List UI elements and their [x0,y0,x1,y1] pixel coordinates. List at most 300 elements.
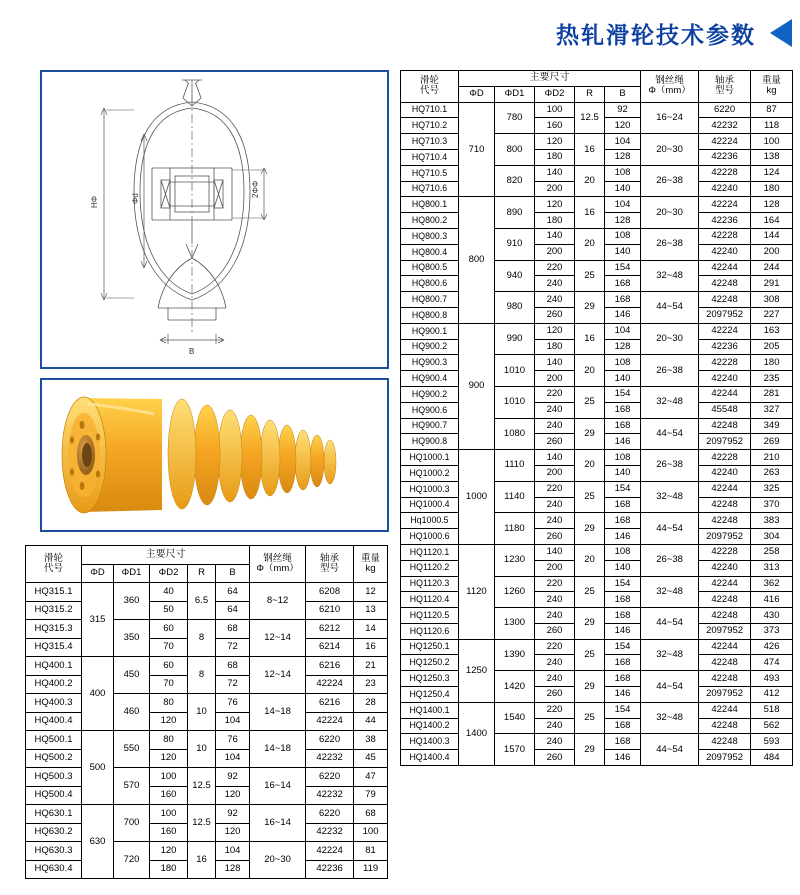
cell-weight: 258 [751,544,793,560]
cell-bearing: 42228 [699,228,751,244]
cell-d2: 120 [150,749,188,768]
header-d: ΦD [459,86,495,102]
table-row [401,323,793,339]
cell-r: 16 [575,134,605,166]
cell-bearing: 42232 [306,786,354,805]
cell-bearing: 2097952 [699,623,751,639]
cell-bearing: 42236 [699,339,751,355]
cell-bearing: 2097952 [699,307,751,323]
cell-rope: 14~18 [250,694,306,731]
cell-bearing: 42232 [306,823,354,842]
cell-code: HQ630.2 [26,823,82,842]
cell-code: HQ900.4 [401,371,459,387]
cell-weight: 313 [751,560,793,576]
cell-d2: 40 [150,583,188,602]
cell-bearing: 42224 [699,134,751,150]
cell-bearing: 42248 [699,276,751,292]
cell-d2: 240 [535,402,575,418]
cell-d2: 120 [150,712,188,731]
cell-b: 168 [605,276,641,292]
cell-d: 500 [82,731,114,805]
cell-r: 10 [188,694,216,731]
cell-d2: 200 [535,371,575,387]
cell-b: 146 [605,529,641,545]
cell-weight: 370 [751,497,793,513]
cell-d: 1120 [459,544,495,639]
cell-bearing: 6220 [306,768,354,787]
cell-d2: 140 [535,355,575,371]
cell-code: HQ1120.5 [401,608,459,624]
cell-r: 25 [575,702,605,734]
cell-code: Hq1000.5 [401,513,459,529]
cell-d1: 800 [495,134,535,166]
cell-rope: 26~38 [641,450,699,482]
cell-bearing: 42236 [699,213,751,229]
cell-b: 168 [605,655,641,671]
cell-b: 168 [605,292,641,308]
cell-d2: 220 [535,639,575,655]
cell-d1: 910 [495,228,535,260]
cell-weight: 474 [751,655,793,671]
cell-d2: 160 [535,118,575,134]
cell-weight: 426 [751,639,793,655]
cell-code: HQ630.3 [26,842,82,861]
spec-table-left [25,545,388,879]
cell-weight: 291 [751,276,793,292]
cell-d2: 220 [535,576,575,592]
cell-r: 8 [188,620,216,657]
cell-d1: 1230 [495,544,535,576]
cell-d2: 60 [150,620,188,639]
dim-label-h: HΦ [90,195,99,208]
cell-d: 315 [82,583,114,657]
cell-d: 400 [82,657,114,731]
cell-b: 168 [605,671,641,687]
cell-weight: 87 [751,102,793,118]
cell-r: 29 [575,513,605,545]
cell-d2: 160 [150,823,188,842]
cell-weight: 180 [751,181,793,197]
cell-r: 20 [575,355,605,387]
cell-rope: 20~30 [641,323,699,355]
cell-d1: 1180 [495,513,535,545]
cell-b: 68 [216,657,250,676]
cell-rope: 32~48 [641,639,699,671]
cell-bearing: 42248 [699,592,751,608]
table-row [401,639,793,655]
cell-weight: 100 [751,134,793,150]
cell-r: 16 [575,323,605,355]
cell-d2: 160 [150,786,188,805]
cell-code: HQ800.5 [401,260,459,276]
cell-weight: 210 [751,450,793,466]
cell-bearing: 42224 [699,323,751,339]
cell-rope: 12~14 [250,657,306,694]
cell-b: 168 [605,718,641,734]
cell-weight: 119 [354,860,388,879]
cell-d2: 240 [535,497,575,513]
cell-b: 108 [605,355,641,371]
cell-code: HQ900.2 [401,339,459,355]
table-header-row [26,546,388,565]
cell-code: HQ315.1 [26,583,82,602]
cell-d2: 120 [150,842,188,861]
cell-b: 104 [605,134,641,150]
cell-b: 68 [216,620,250,639]
header-main-dims: 主要尺寸 [82,546,250,565]
cell-r: 12.5 [575,102,605,134]
cell-b: 104 [216,749,250,768]
cell-b: 140 [605,244,641,260]
cell-weight: 14 [354,620,388,639]
cell-r: 10 [188,731,216,768]
cell-bearing: 42248 [699,292,751,308]
table-header-row [401,71,793,87]
cell-d1: 360 [114,583,150,620]
table-row [401,544,793,560]
cell-r: 20 [575,165,605,197]
cell-weight: 373 [751,623,793,639]
page-title: 热轧滑轮技术参数 [556,22,756,49]
cell-d: 1250 [459,639,495,702]
cell-d2: 100 [150,805,188,824]
cell-b: 146 [605,750,641,766]
cell-b: 140 [605,560,641,576]
cell-d2: 100 [535,102,575,118]
cell-weight: 304 [751,529,793,545]
cell-b: 120 [216,823,250,842]
cell-code: HQ315.4 [26,638,82,657]
cell-code: HQ1000.1 [401,450,459,466]
cell-weight: 562 [751,718,793,734]
cell-r: 29 [575,671,605,703]
cell-d2: 200 [535,465,575,481]
cell-r: 29 [575,734,605,766]
cell-b: 64 [216,583,250,602]
cell-code: HQ1000.6 [401,529,459,545]
cell-bearing: 42224 [306,842,354,861]
cell-b: 104 [216,712,250,731]
cell-d1: 1010 [495,355,535,387]
cell-bearing: 42248 [699,671,751,687]
cell-bearing: 42240 [699,465,751,481]
cell-b: 128 [605,213,641,229]
cell-bearing: 2097952 [699,750,751,766]
cell-weight: 28 [354,694,388,713]
cell-rope: 32~48 [641,481,699,513]
cell-code: HQ710.2 [401,118,459,134]
cell-bearing: 42244 [699,639,751,655]
cell-bearing: 42240 [699,244,751,260]
cell-weight: 349 [751,418,793,434]
cell-bearing: 42228 [699,450,751,466]
cell-code: HQ1400.2 [401,718,459,734]
cell-rope: 44~54 [641,418,699,450]
cell-weight: 416 [751,592,793,608]
cell-code: HQ400.4 [26,712,82,731]
cell-weight: 16 [354,638,388,657]
cell-d1: 720 [114,842,150,879]
cell-b: 146 [605,623,641,639]
cell-code: HQ500.3 [26,768,82,787]
header-d2: ΦD2 [150,564,188,583]
cell-code: HQ710.1 [401,102,459,118]
cell-d: 630 [82,805,114,879]
header-b: B [605,86,641,102]
cell-weight: 144 [751,228,793,244]
cell-d2: 260 [535,307,575,323]
cell-b: 76 [216,731,250,750]
cell-weight: 21 [354,657,388,676]
cell-d1: 1300 [495,608,535,640]
table-row [401,197,793,213]
cell-weight: 138 [751,149,793,165]
cell-b: 146 [605,434,641,450]
cell-bearing: 42228 [699,544,751,560]
cell-d: 900 [459,323,495,449]
header-d1: ΦD1 [495,86,535,102]
cell-b: 72 [216,675,250,694]
cell-b: 104 [216,842,250,861]
header-bearing: 轴承 型号 [699,71,751,103]
cell-code: HQ800.2 [401,213,459,229]
cell-bearing: 42236 [306,860,354,879]
cell-rope: 44~54 [641,734,699,766]
cell-r: 25 [575,386,605,418]
cell-bearing: 42244 [699,702,751,718]
cell-bearing: 42240 [699,371,751,387]
cell-bearing: 42232 [306,749,354,768]
cell-b: 108 [605,450,641,466]
cell-bearing: 6216 [306,694,354,713]
cell-d2: 50 [150,601,188,620]
cell-bearing: 42248 [699,718,751,734]
cell-code: HQ900.1 [401,323,459,339]
cell-bearing: 6212 [306,620,354,639]
cell-d1: 990 [495,323,535,355]
cell-bearing: 42248 [699,608,751,624]
cell-code: HQ630.1 [26,805,82,824]
cell-rope: 44~54 [641,513,699,545]
cell-weight: 493 [751,671,793,687]
cell-b: 72 [216,638,250,657]
cell-rope: 14~18 [250,731,306,768]
cell-rope: 20~30 [641,134,699,166]
header-rope: 钢丝绳 Φ（mm） [641,71,699,103]
cell-bearing: 2097952 [699,687,751,703]
cell-code: HQ710.5 [401,165,459,181]
cell-r: 29 [575,292,605,324]
cell-d1: 1420 [495,671,535,703]
cell-bearing: 42248 [699,497,751,513]
cell-bearing: 42228 [699,165,751,181]
cell-d2: 80 [150,731,188,750]
cell-d2: 120 [535,323,575,339]
cell-bearing: 6216 [306,657,354,676]
cell-bearing: 42224 [699,197,751,213]
cell-code: HQ400.1 [26,657,82,676]
cell-r: 20 [575,544,605,576]
cell-d2: 260 [535,623,575,639]
cell-code: HQ1400.4 [401,750,459,766]
cell-rope: 12~14 [250,620,306,657]
cell-weight: 128 [751,197,793,213]
cell-b: 154 [605,386,641,402]
cell-bearing: 42244 [699,481,751,497]
cell-bearing: 42240 [699,181,751,197]
cell-code: HQ1120.6 [401,623,459,639]
cell-rope: 26~38 [641,165,699,197]
cell-weight: 362 [751,576,793,592]
cell-d2: 100 [150,768,188,787]
cell-d1: 700 [114,805,150,842]
cell-code: HQ315.2 [26,601,82,620]
table-row [26,620,388,639]
cell-d1: 780 [495,102,535,134]
cell-bearing: 42244 [699,260,751,276]
cell-bearing: 6220 [306,805,354,824]
cell-d2: 120 [535,197,575,213]
cell-d2: 140 [535,544,575,560]
cell-weight: 518 [751,702,793,718]
header-weight: 重量 kg [354,546,388,583]
cell-weight: 263 [751,465,793,481]
cell-b: 76 [216,694,250,713]
cell-d1: 980 [495,292,535,324]
cell-bearing: 42236 [699,149,751,165]
cell-code: HQ800.1 [401,197,459,213]
cell-b: 120 [605,118,641,134]
cell-b: 140 [605,465,641,481]
cell-r: 16 [575,197,605,229]
cell-d1: 570 [114,768,150,805]
pulley-stack-illustration [42,380,383,526]
cell-d1: 1080 [495,418,535,450]
cell-d2: 200 [535,560,575,576]
cell-d: 1000 [459,450,495,545]
cell-b: 168 [605,734,641,750]
cell-b: 168 [605,592,641,608]
cell-rope: 44~54 [641,671,699,703]
cell-b: 154 [605,576,641,592]
cell-rope: 32~48 [641,702,699,734]
cell-weight: 200 [751,244,793,260]
cell-d1: 890 [495,197,535,229]
cell-code: HQ1120.4 [401,592,459,608]
cell-code: HQ900.7 [401,418,459,434]
header-code: 滑轮 代号 [401,71,459,103]
cell-rope: 8~12 [250,583,306,620]
cell-code: HQ900.6 [401,402,459,418]
cell-bearing: 42232 [699,118,751,134]
cell-b: 104 [605,197,641,213]
cell-bearing: 2097952 [699,434,751,450]
table-row [26,583,388,602]
cell-d1: 350 [114,620,150,657]
cell-b: 128 [216,860,250,879]
cell-r: 25 [575,639,605,671]
cell-code: HQ400.3 [26,694,82,713]
cell-b: 92 [216,768,250,787]
cell-b: 108 [605,544,641,560]
cell-weight: 227 [751,307,793,323]
cell-weight: 163 [751,323,793,339]
cell-b: 64 [216,601,250,620]
cell-b: 140 [605,371,641,387]
cell-d2: 220 [535,386,575,402]
cell-rope: 16~14 [250,805,306,842]
left-triangle-icon [770,19,792,47]
cell-r: 29 [575,418,605,450]
cell-code: HQ315.3 [26,620,82,639]
cell-d2: 240 [535,608,575,624]
cell-rope: 20~30 [250,842,306,879]
cell-weight: 180 [751,355,793,371]
cell-d1: 450 [114,657,150,694]
cell-bearing: 42224 [306,712,354,731]
cell-bearing: 6220 [699,102,751,118]
cell-d2: 180 [535,339,575,355]
cell-bearing: 42240 [699,560,751,576]
cell-code: HQ1000.2 [401,465,459,481]
technical-drawing-panel [40,70,389,369]
cell-bearing: 2097952 [699,529,751,545]
cell-b: 168 [605,497,641,513]
cell-d2: 180 [535,213,575,229]
cell-d2: 240 [535,276,575,292]
cell-b: 168 [605,402,641,418]
cell-d1: 550 [114,731,150,768]
cell-code: HQ1000.4 [401,497,459,513]
cell-b: 168 [605,418,641,434]
header-r: R [575,86,605,102]
cell-rope: 26~38 [641,355,699,387]
cell-d2: 60 [150,657,188,676]
cell-d2: 240 [535,513,575,529]
cell-weight: 47 [354,768,388,787]
cell-bearing: 42248 [699,734,751,750]
header-b: B [216,564,250,583]
cell-weight: 12 [354,583,388,602]
cell-weight: 308 [751,292,793,308]
cell-weight: 205 [751,339,793,355]
cell-d2: 180 [150,860,188,879]
table-row [401,450,793,466]
cell-code: HQ500.2 [26,749,82,768]
cell-weight: 593 [751,734,793,750]
cell-d2: 240 [535,292,575,308]
cell-d1: 1260 [495,576,535,608]
pulley-photo [42,380,387,530]
table-row [26,694,388,713]
cell-d2: 220 [535,481,575,497]
cell-code: HQ800.4 [401,244,459,260]
cell-code: HQ1000.3 [401,481,459,497]
cell-d1: 1140 [495,481,535,513]
cell-weight: 38 [354,731,388,750]
cell-code: HQ900.3 [401,355,459,371]
dim-label-d: Φd [131,193,140,204]
cell-weight: 124 [751,165,793,181]
cell-b: 168 [605,513,641,529]
cell-r: 25 [575,481,605,513]
cell-weight: 118 [751,118,793,134]
cell-d2: 260 [535,750,575,766]
table-row [26,842,388,861]
cell-d1: 1540 [495,702,535,734]
cell-d2: 80 [150,694,188,713]
cell-d: 1400 [459,702,495,765]
